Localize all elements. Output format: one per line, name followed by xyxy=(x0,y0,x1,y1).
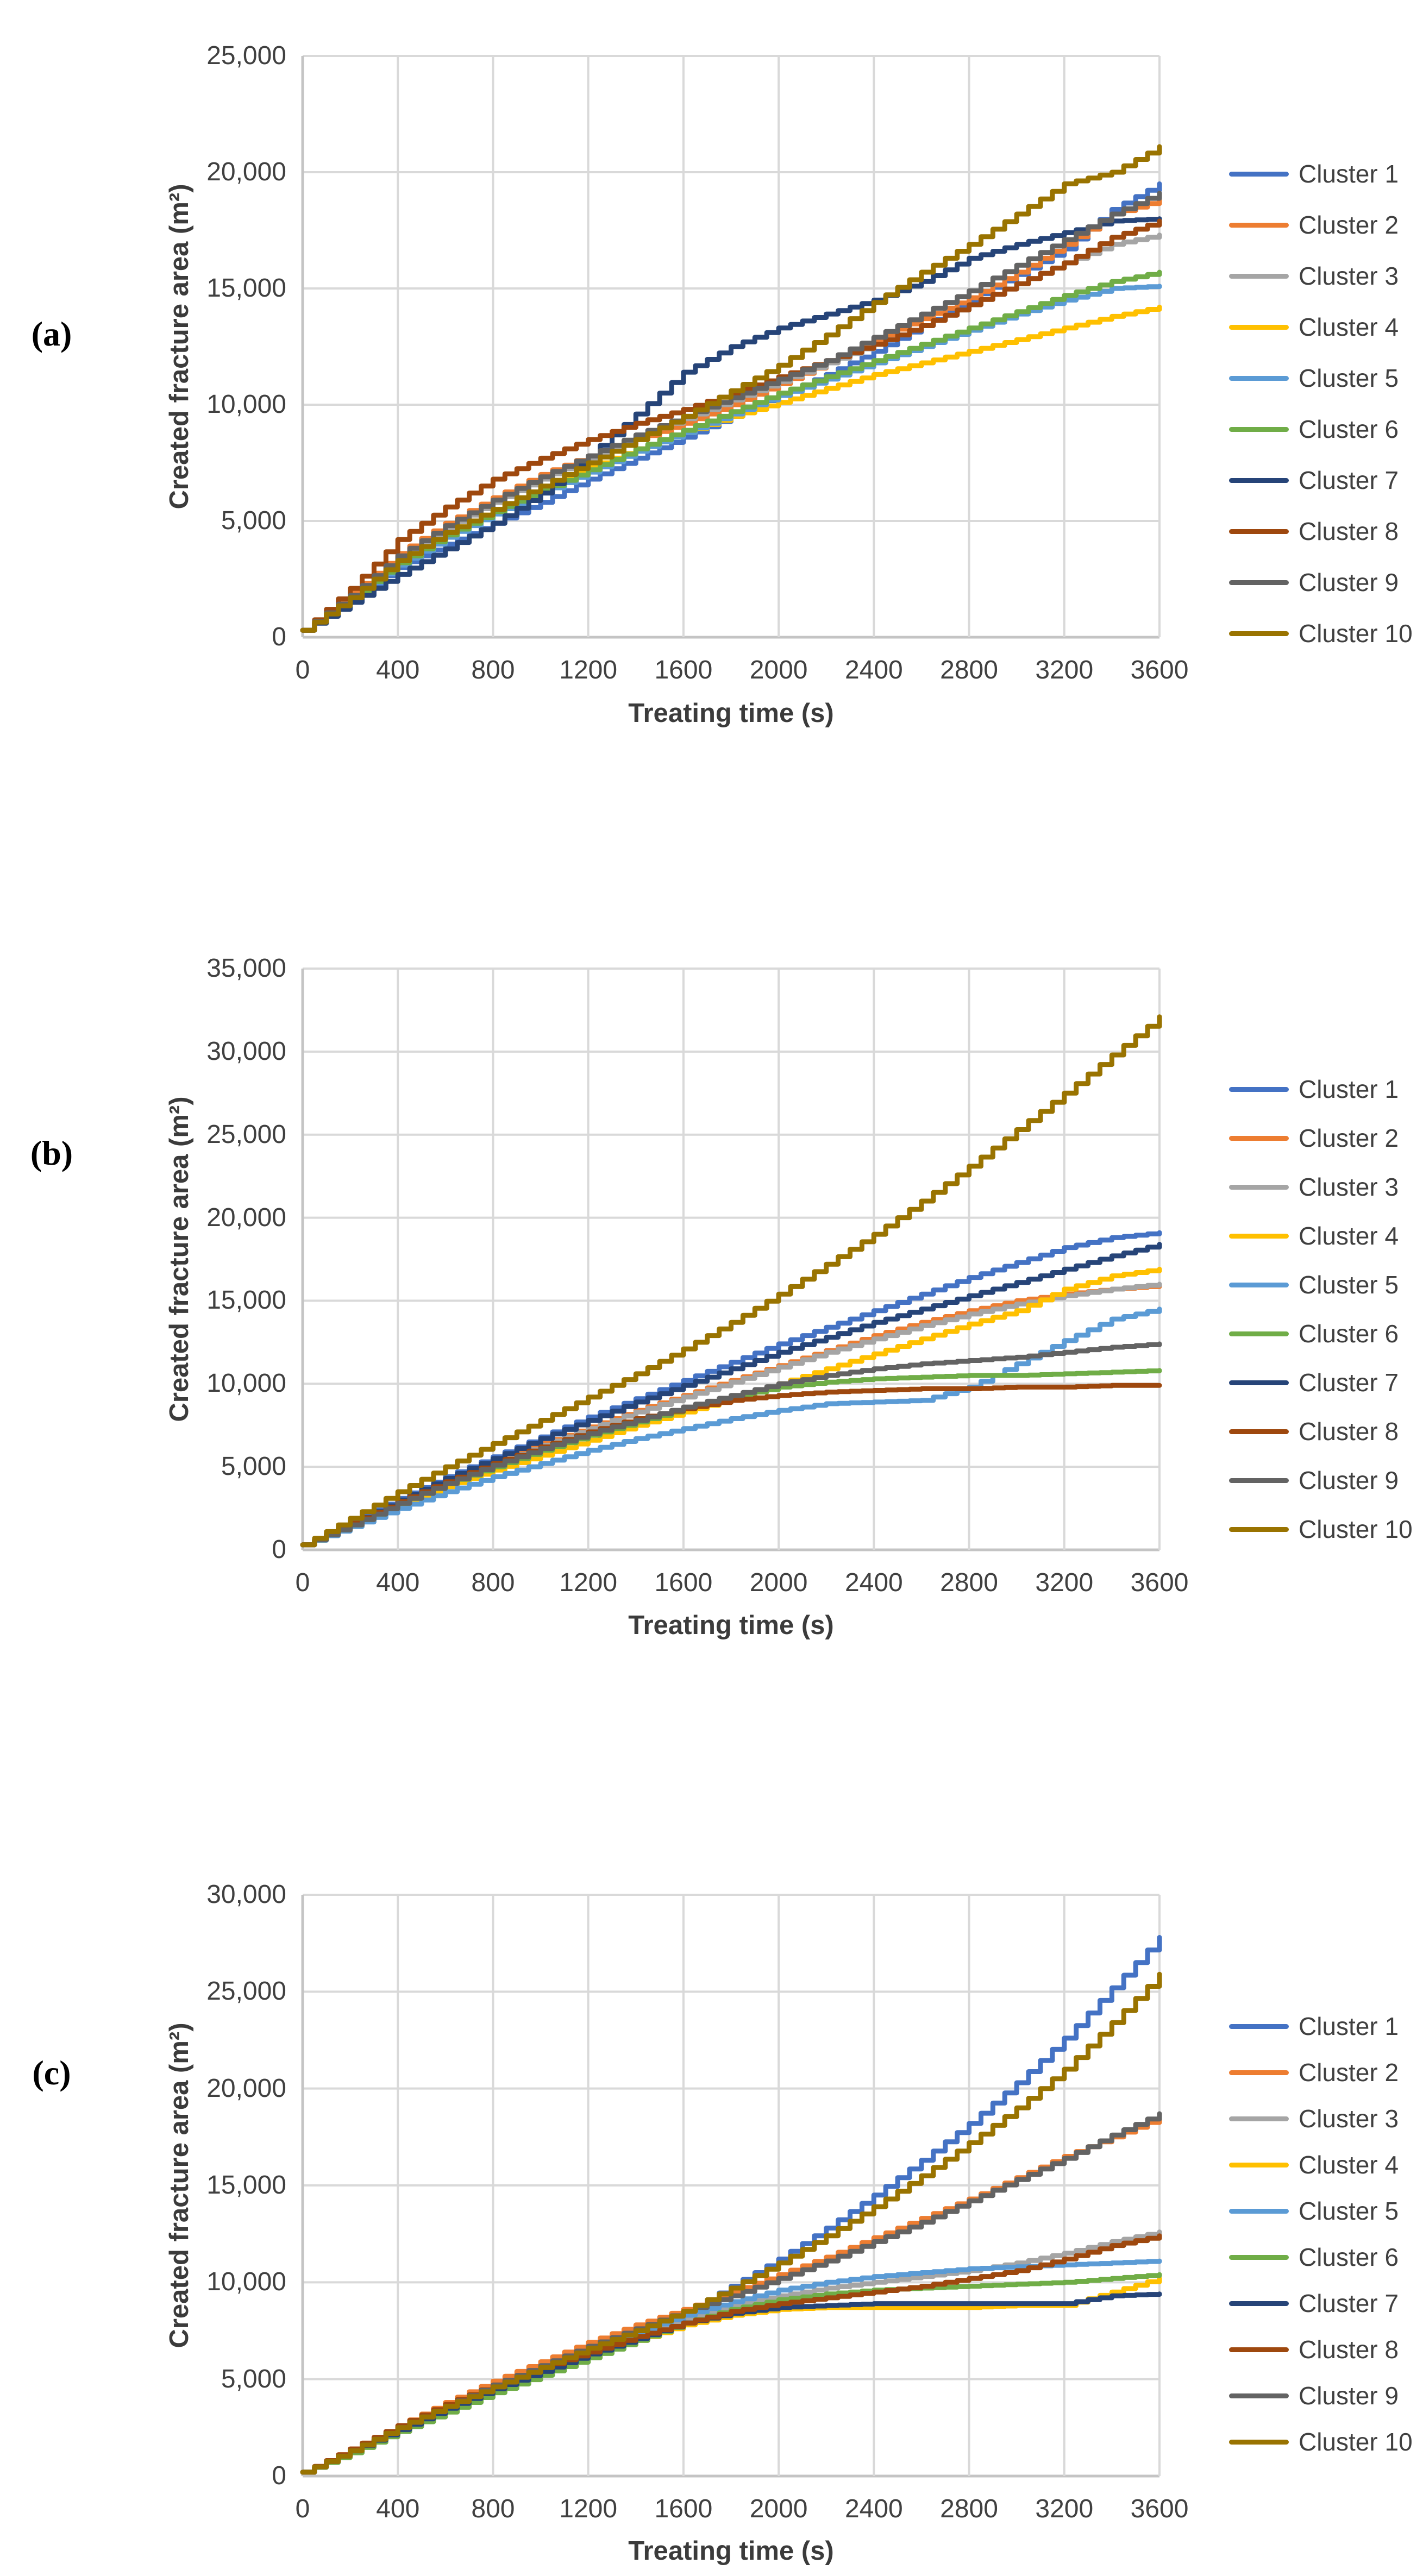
chart-canvas xyxy=(303,1895,1159,2476)
legend-swatch-line xyxy=(1229,1380,1289,1385)
y-tick-label: 0 xyxy=(272,1535,286,1564)
x-tick-label: 0 xyxy=(295,656,310,684)
series-line-cluster-7 xyxy=(303,2294,1159,2472)
legend-label: Cluster 7 xyxy=(1299,466,1399,494)
y-tick-label: 0 xyxy=(272,2461,286,2490)
y-tick-label: 30,000 xyxy=(206,1036,286,1066)
x-tick-label: 800 xyxy=(471,1568,515,1597)
legend-swatch-line xyxy=(1229,172,1289,177)
x-tick-label: 2000 xyxy=(749,2495,808,2523)
legend-swatch-line xyxy=(1229,2255,1289,2260)
legend-swatch-line xyxy=(1229,376,1289,381)
y-tick-label: 5,000 xyxy=(221,2364,286,2393)
x-tick-label: 3200 xyxy=(1035,656,1094,684)
legend-label: Cluster 4 xyxy=(1299,1222,1399,1250)
x-tick-label: 2800 xyxy=(940,1568,998,1597)
x-tick-label: 2400 xyxy=(844,1568,903,1597)
series-line-cluster-8 xyxy=(303,221,1159,630)
legend-label: Cluster 5 xyxy=(1299,364,1399,392)
legend-swatch-line xyxy=(1229,529,1289,534)
series-line-cluster-6 xyxy=(303,272,1159,630)
x-tick-label: 3200 xyxy=(1035,1568,1094,1597)
legend-swatch-line xyxy=(1229,2347,1289,2352)
y-tick-label: 0 xyxy=(272,623,286,651)
legend-label: Cluster 10 xyxy=(1299,1515,1413,1543)
legend-swatch-line xyxy=(1229,1478,1289,1483)
y-axis-title: Created fracture area (m²) xyxy=(165,1096,194,1422)
legend-label: Cluster 5 xyxy=(1299,1271,1399,1299)
series-line-cluster-10 xyxy=(303,1974,1159,2472)
y-tick-label: 20,000 xyxy=(206,158,286,186)
y-tick-label: 20,000 xyxy=(206,1203,286,1232)
series-line-cluster-4 xyxy=(303,307,1159,630)
plot-area xyxy=(303,969,1159,1550)
legend-swatch-line xyxy=(1229,631,1289,636)
legend-label: Cluster 1 xyxy=(1299,160,1399,188)
x-tick-label: 2800 xyxy=(940,2495,998,2523)
legend-swatch-line xyxy=(1229,478,1289,483)
legend-swatch-line xyxy=(1229,1234,1289,1239)
x-tick-label: 3600 xyxy=(1130,656,1189,684)
x-tick-label: 3200 xyxy=(1035,2495,1094,2523)
series-line-cluster-8 xyxy=(303,1385,1159,1545)
y-tick-label: 35,000 xyxy=(206,954,286,983)
legend-label: Cluster 1 xyxy=(1299,1075,1399,1103)
legend-label: Cluster 6 xyxy=(1299,415,1399,443)
y-tick-label: 30,000 xyxy=(206,1880,286,1909)
legend-label: Cluster 4 xyxy=(1299,313,1399,341)
plot-area xyxy=(303,1895,1159,2476)
x-axis-title: Treating time (s) xyxy=(628,1611,834,1640)
legend-swatch-line xyxy=(1229,2209,1289,2214)
legend-swatch-line xyxy=(1229,1136,1289,1141)
legend-swatch-line xyxy=(1229,325,1289,330)
legend-swatch-line xyxy=(1229,427,1289,432)
x-tick-label: 1600 xyxy=(654,1568,713,1597)
y-tick-label: 15,000 xyxy=(206,274,286,303)
legend-swatch-line xyxy=(1229,2116,1289,2121)
y-tick-label: 15,000 xyxy=(206,2171,286,2200)
panel-label-a: (a) xyxy=(31,315,72,353)
legend-swatch-line xyxy=(1229,274,1289,279)
legend-label: Cluster 6 xyxy=(1299,2243,1399,2271)
legend-label: Cluster 4 xyxy=(1299,2151,1399,2179)
y-tick-label: 10,000 xyxy=(206,1369,286,1398)
legend-label: Cluster 3 xyxy=(1299,262,1399,290)
x-tick-label: 1600 xyxy=(654,656,713,684)
legend-label: Cluster 7 xyxy=(1299,2289,1399,2317)
panel-label-c: (c) xyxy=(32,2053,71,2092)
x-tick-label: 0 xyxy=(295,2495,310,2523)
y-axis-title: Created fracture area (m²) xyxy=(165,184,194,510)
legend-label: Cluster 2 xyxy=(1299,1124,1399,1152)
x-tick-label: 0 xyxy=(295,1568,310,1597)
x-tick-label: 2000 xyxy=(749,656,808,684)
legend-swatch-line xyxy=(1229,2070,1289,2075)
y-tick-label: 10,000 xyxy=(206,2267,286,2297)
y-tick-label: 25,000 xyxy=(206,1120,286,1149)
legend-label: Cluster 3 xyxy=(1299,1173,1399,1201)
legend-label: Cluster 8 xyxy=(1299,2335,1399,2364)
legend-label: Cluster 6 xyxy=(1299,1320,1399,1348)
y-axis-title: Created fracture area (m²) xyxy=(165,2022,194,2348)
legend-swatch-line xyxy=(1229,2024,1289,2029)
chart-canvas xyxy=(303,969,1159,1550)
legend-swatch-line xyxy=(1229,1087,1289,1092)
x-axis-title: Treating time (s) xyxy=(628,2536,834,2566)
chart-canvas xyxy=(303,56,1159,637)
y-tick-label: 25,000 xyxy=(206,1977,286,2006)
y-tick-label: 5,000 xyxy=(221,506,286,535)
legend-label: Cluster 1 xyxy=(1299,2012,1399,2040)
x-tick-label: 400 xyxy=(376,1568,420,1597)
legend-swatch-line xyxy=(1229,1283,1289,1287)
legend-label: Cluster 9 xyxy=(1299,2382,1399,2410)
legend-label: Cluster 8 xyxy=(1299,1417,1399,1446)
legend-swatch-line xyxy=(1229,2301,1289,2306)
series-line-cluster-5 xyxy=(303,1309,1159,1545)
x-tick-label: 400 xyxy=(376,2495,420,2523)
legend-swatch-line xyxy=(1229,1527,1289,1532)
x-tick-label: 2400 xyxy=(844,2495,903,2523)
legend-label: Cluster 5 xyxy=(1299,2197,1399,2225)
legend-label: Cluster 9 xyxy=(1299,1466,1399,1494)
series-line-cluster-4 xyxy=(303,1269,1159,1545)
x-tick-label: 2000 xyxy=(749,1568,808,1597)
legend-label: Cluster 10 xyxy=(1299,619,1413,648)
y-tick-label: 10,000 xyxy=(206,390,286,419)
legend-label: Cluster 2 xyxy=(1299,2058,1399,2087)
legend-label: Cluster 3 xyxy=(1299,2104,1399,2133)
legend-label: Cluster 7 xyxy=(1299,1368,1399,1397)
series-line-cluster-3 xyxy=(303,235,1159,631)
y-tick-label: 20,000 xyxy=(206,2074,286,2103)
x-tick-label: 2400 xyxy=(844,656,903,684)
x-tick-label: 400 xyxy=(376,656,420,684)
legend-swatch-line xyxy=(1229,2163,1289,2167)
series-line-cluster-8 xyxy=(303,2236,1159,2472)
x-tick-label: 3600 xyxy=(1130,2495,1189,2523)
x-tick-label: 1600 xyxy=(654,2495,713,2523)
x-tick-label: 800 xyxy=(471,656,515,684)
x-tick-label: 1200 xyxy=(559,656,618,684)
legend-swatch-line xyxy=(1229,223,1289,228)
legend-swatch-line xyxy=(1229,1429,1289,1434)
y-tick-label: 5,000 xyxy=(221,1452,286,1481)
x-tick-label: 800 xyxy=(471,2495,515,2523)
y-tick-label: 15,000 xyxy=(206,1286,286,1315)
legend-label: Cluster 8 xyxy=(1299,517,1399,545)
y-tick-label: 25,000 xyxy=(206,41,286,70)
legend-swatch-line xyxy=(1229,1185,1289,1190)
series-line-cluster-1 xyxy=(303,1938,1159,2472)
panel-label-b: (b) xyxy=(30,1134,73,1172)
x-tick-label: 2800 xyxy=(940,656,998,684)
legend-swatch-line xyxy=(1229,1331,1289,1336)
x-tick-label: 1200 xyxy=(559,2495,618,2523)
legend-label: Cluster 10 xyxy=(1299,2428,1413,2456)
x-tick-label: 1200 xyxy=(559,1568,618,1597)
x-axis-title: Treating time (s) xyxy=(628,699,834,728)
legend-swatch-line xyxy=(1229,2440,1289,2445)
legend-label: Cluster 2 xyxy=(1299,211,1399,239)
legend-swatch-line xyxy=(1229,580,1289,585)
legend-swatch-line xyxy=(1229,2393,1289,2398)
x-tick-label: 3600 xyxy=(1130,1568,1189,1597)
plot-area xyxy=(303,56,1159,637)
legend-label: Cluster 9 xyxy=(1299,568,1399,596)
